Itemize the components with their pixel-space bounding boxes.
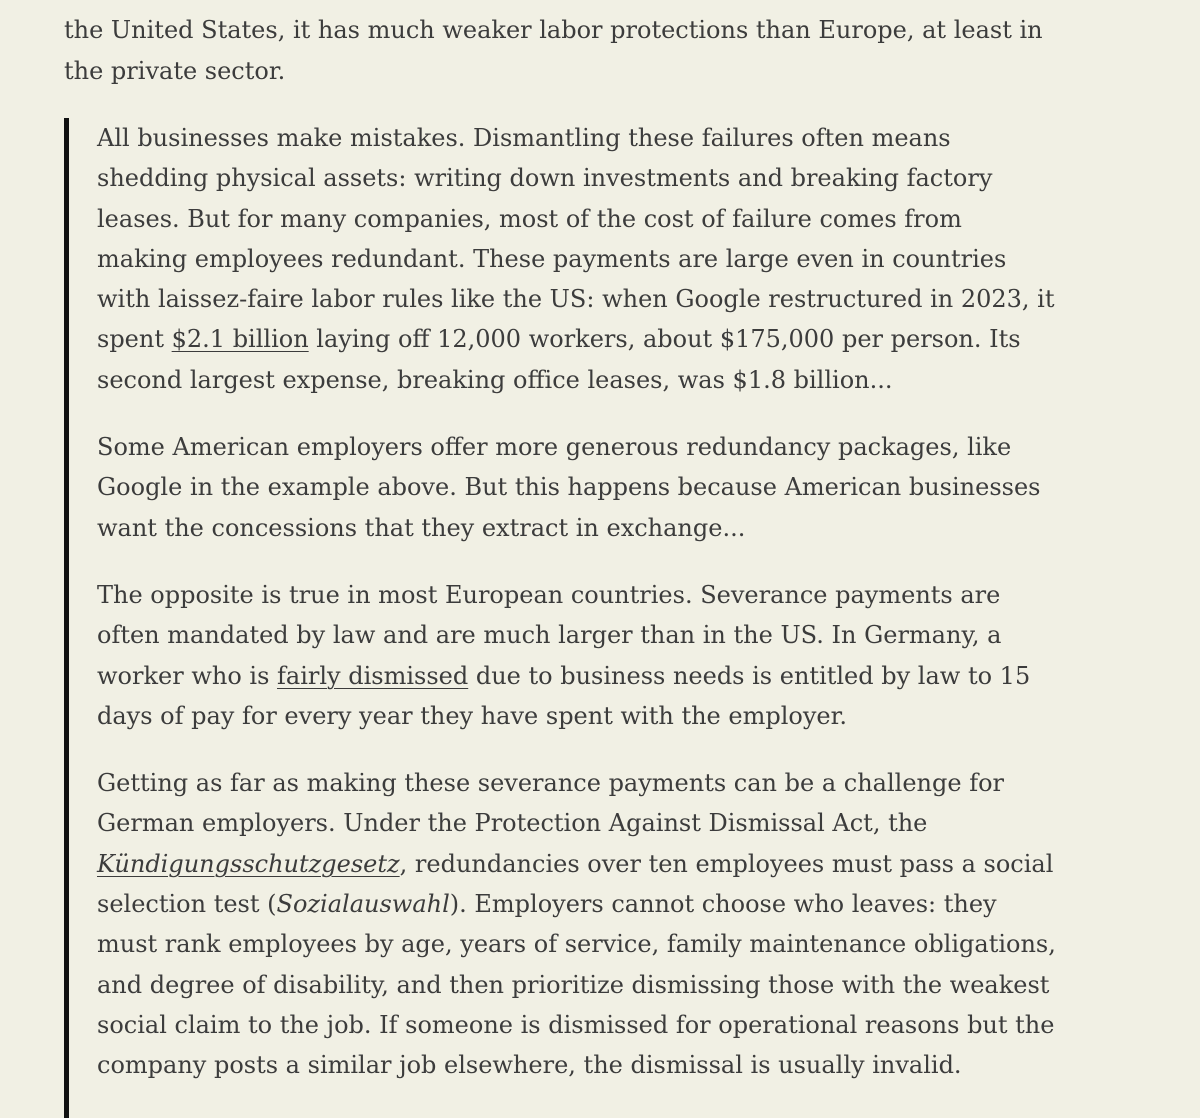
text-line: leases. But for many companies, most of the cost of failure comes from <box>97 204 962 233</box>
quote-paragraph-2 <box>97 427 1097 548</box>
text-fragment: spent <box>97 325 172 354</box>
text-line <box>97 656 1097 696</box>
italic-term: Sozialauswahl <box>276 890 450 919</box>
text-line: often mandated by law and are much larger than in the US. In Germany, a <box>97 621 1002 650</box>
text-fragment: due to business needs is entitled by law to 15 <box>468 661 1031 690</box>
text-line: and degree of disability, and then prioritize dismissing those with the weakest <box>97 970 1050 999</box>
intro-paragraph <box>64 10 1064 92</box>
text-line: Google in the example above. But this happens because American businesses <box>97 473 1041 502</box>
text-line: second largest expense, breaking office leases, was $1.8 billion... <box>97 365 893 394</box>
text-line: want the concessions that they extract in exchange... <box>97 513 746 542</box>
google-layoff-cost-link[interactable]: $2.1 billion <box>171 325 309 354</box>
blockquote <box>97 118 1097 1113</box>
text-line: shedding physical assets: writing down investments and breaking factory <box>97 164 993 193</box>
text-line <box>97 844 1097 884</box>
text-fragment: laying off 12,000 workers, about $175,000 per person. Its <box>308 325 1021 354</box>
text-fragment: ). Employers cannot choose who leaves: they <box>449 890 997 919</box>
italic-term: Kündigungsschutzgesetz <box>97 849 400 878</box>
text-line <box>97 319 1097 359</box>
text-fragment: selection test ( <box>97 890 277 919</box>
blockquote-bar <box>64 118 69 1118</box>
text-line: company posts a similar job elsewhere, the dismissal is usually invalid. <box>97 1051 962 1080</box>
text-line: German employers. Under the Protection Against Dismissal Act, the <box>97 809 928 838</box>
text-line <box>97 884 1097 924</box>
text-line: Getting as far as making these severance payments can be a challenge for <box>97 769 1004 798</box>
text-line: All businesses make mistakes. Dismantling these failures often means <box>97 124 951 152</box>
text-line: social claim to the job. If someone is dismissed for operational reasons but the <box>97 1010 1055 1039</box>
quote-paragraph-4 <box>97 763 1097 1085</box>
fairly-dismissed-link[interactable]: fairly dismissed <box>277 661 469 690</box>
text-line: The opposite is true in most European countries. Severance payments are <box>97 580 1001 609</box>
quote-paragraph-1 <box>97 118 1097 400</box>
intro-line: the United States, it has much weaker labor protections than Europe, at least in <box>64 16 1043 44</box>
intro-line: the private sector. <box>64 57 286 85</box>
text-line: with laissez-faire labor rules like the US: when Google restructured in 2023, it <box>97 285 1055 314</box>
quote-paragraph-3 <box>97 575 1097 736</box>
kuendigungsschutzgesetz-link[interactable] <box>97 850 400 878</box>
text-line: Some American employers offer more generous redundancy packages, like <box>97 433 1012 462</box>
text-line: days of pay for every year they have spent with the employer. <box>97 701 848 730</box>
text-fragment: worker who is <box>97 661 278 690</box>
text-line: must rank employees by age, years of service, family maintenance obligations, <box>97 930 1056 959</box>
text-line: making employees redundant. These payments are large even in countries <box>97 244 1007 273</box>
text-fragment: , redundancies over ten employees must pass a social <box>399 849 1054 878</box>
